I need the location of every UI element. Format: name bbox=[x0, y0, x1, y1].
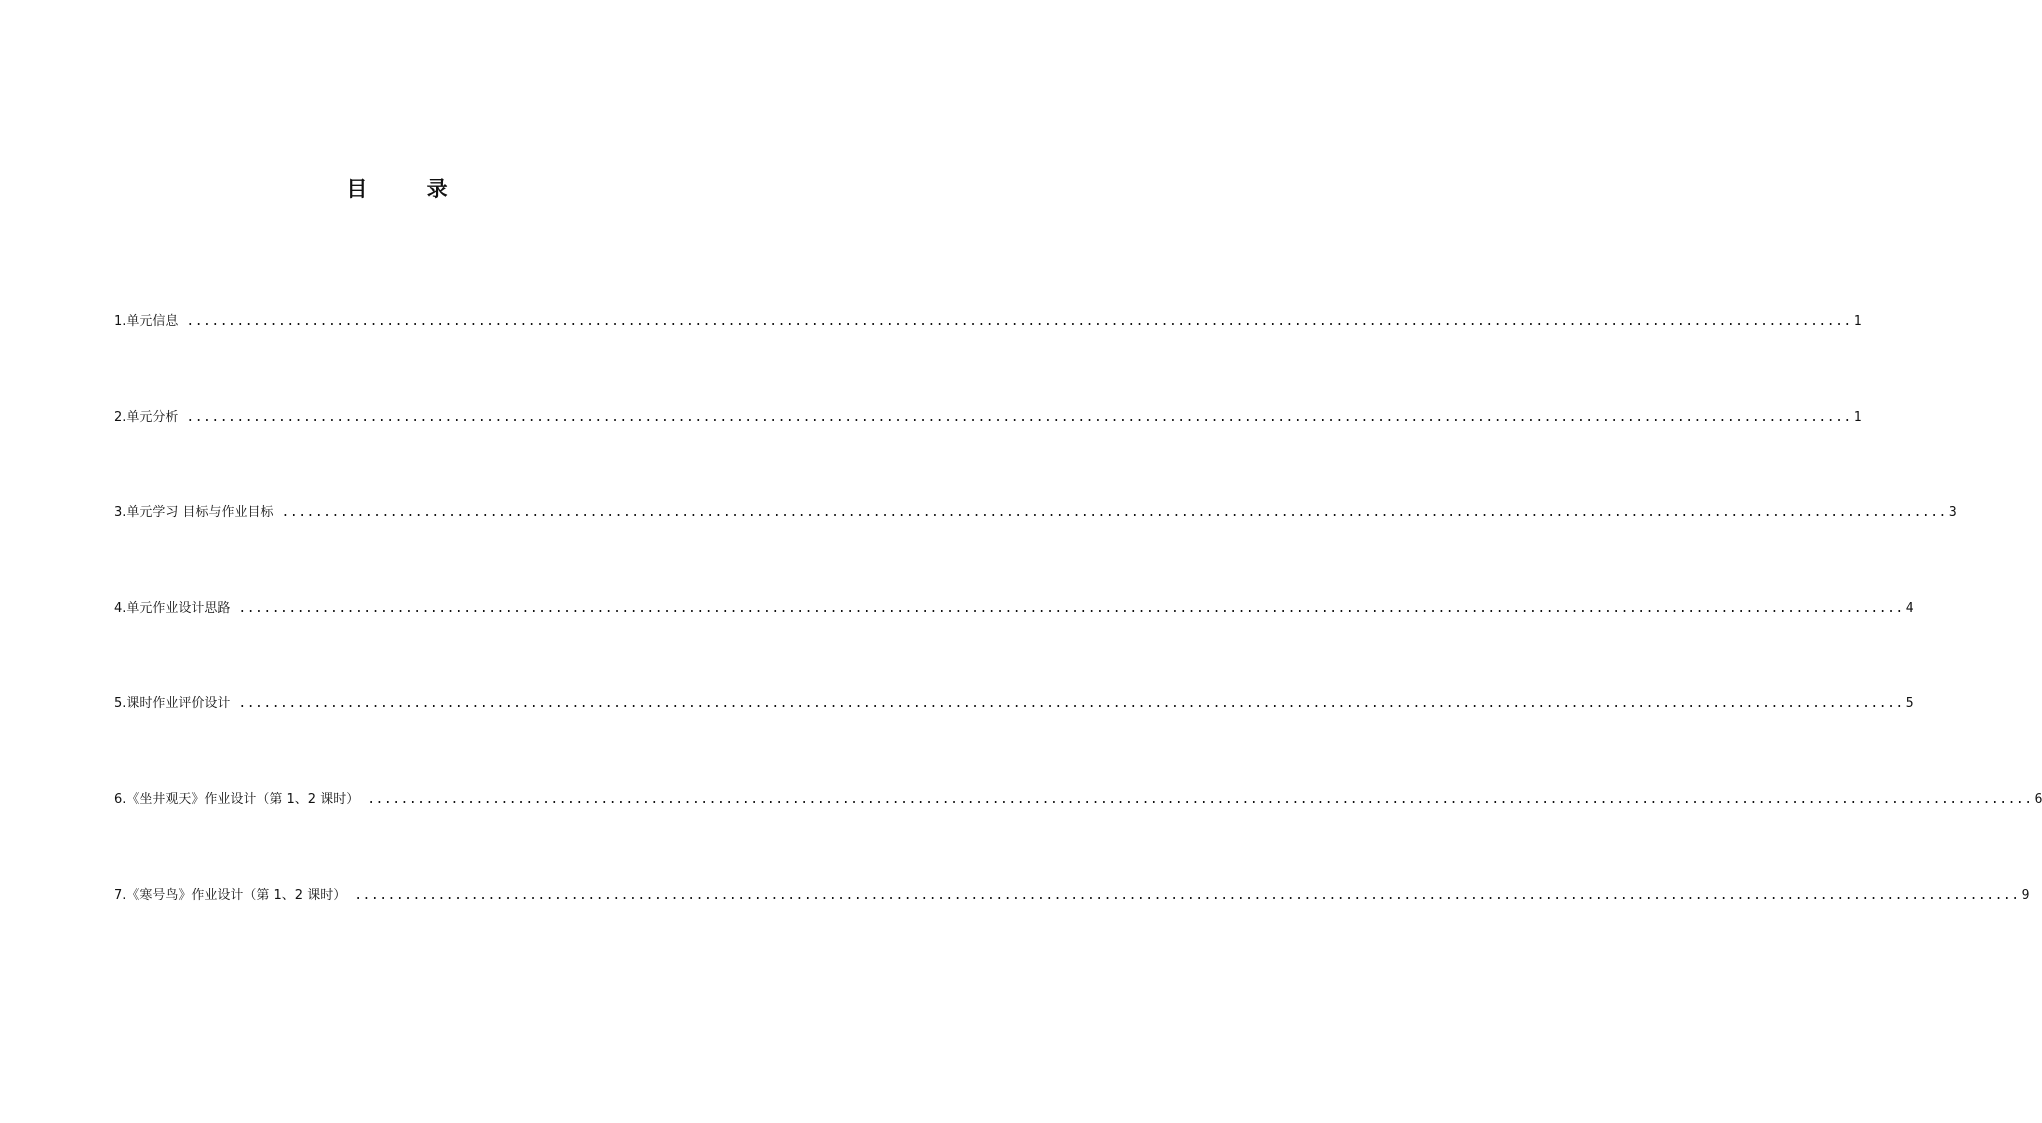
toc-entry-label: 7.《寒号鸟》作业设计（第 1、2 课时） bbox=[114, 888, 347, 903]
toc-entry[interactable] bbox=[114, 408, 1862, 428]
toc-entry[interactable] bbox=[114, 694, 1914, 714]
toc-entry-label: 5.课时作业评价设计 bbox=[114, 696, 231, 711]
toc-entry[interactable] bbox=[114, 886, 2030, 906]
toc-entry-label: 6.《坐井观天》作业设计（第 1、2 课时） bbox=[114, 792, 360, 807]
toc-dot-leader: ........................................................................................................................................................................................................ bbox=[186, 314, 1852, 329]
toc-entry[interactable] bbox=[114, 503, 1957, 523]
toc-entry-label: 4.单元作业设计思路 bbox=[114, 601, 231, 616]
toc-entry-page: 6 bbox=[2034, 792, 2042, 807]
toc-entry-page: 5 bbox=[1905, 696, 1914, 711]
toc-dot-leader: ........................................................................................................................................................................................................ bbox=[238, 696, 1904, 711]
toc-entry-label: 2.单元分析 bbox=[114, 410, 179, 425]
toc-dot-leader: ........................................................................................................................................................................................................ bbox=[367, 792, 2033, 807]
toc-dot-leader: ........................................................................................................................................................................................................ bbox=[238, 601, 1904, 616]
toc-entry-page: 9 bbox=[2021, 888, 2030, 903]
toc-entry[interactable] bbox=[114, 312, 1862, 332]
toc-entry-page: 4 bbox=[1905, 601, 1914, 616]
toc-entry[interactable] bbox=[114, 790, 2042, 810]
page-title: 目 录 bbox=[346, 177, 474, 201]
toc-entry-label: 3.单元学习 目标与作业目标 bbox=[114, 505, 274, 520]
toc-entry[interactable] bbox=[114, 599, 1914, 619]
toc-dot-leader: ........................................................................................................................................................................................................ bbox=[281, 505, 1947, 520]
toc-entry-page: 1 bbox=[1853, 410, 1862, 425]
toc-entry-label: 1.单元信息 bbox=[114, 314, 179, 329]
toc-dot-leader: ........................................................................................................................................................................................................ bbox=[186, 410, 1852, 425]
toc-dot-leader: ........................................................................................................................................................................................................ bbox=[354, 888, 2020, 903]
toc-entry-page: 1 bbox=[1853, 314, 1862, 329]
toc-entry-page: 3 bbox=[1948, 505, 1957, 520]
